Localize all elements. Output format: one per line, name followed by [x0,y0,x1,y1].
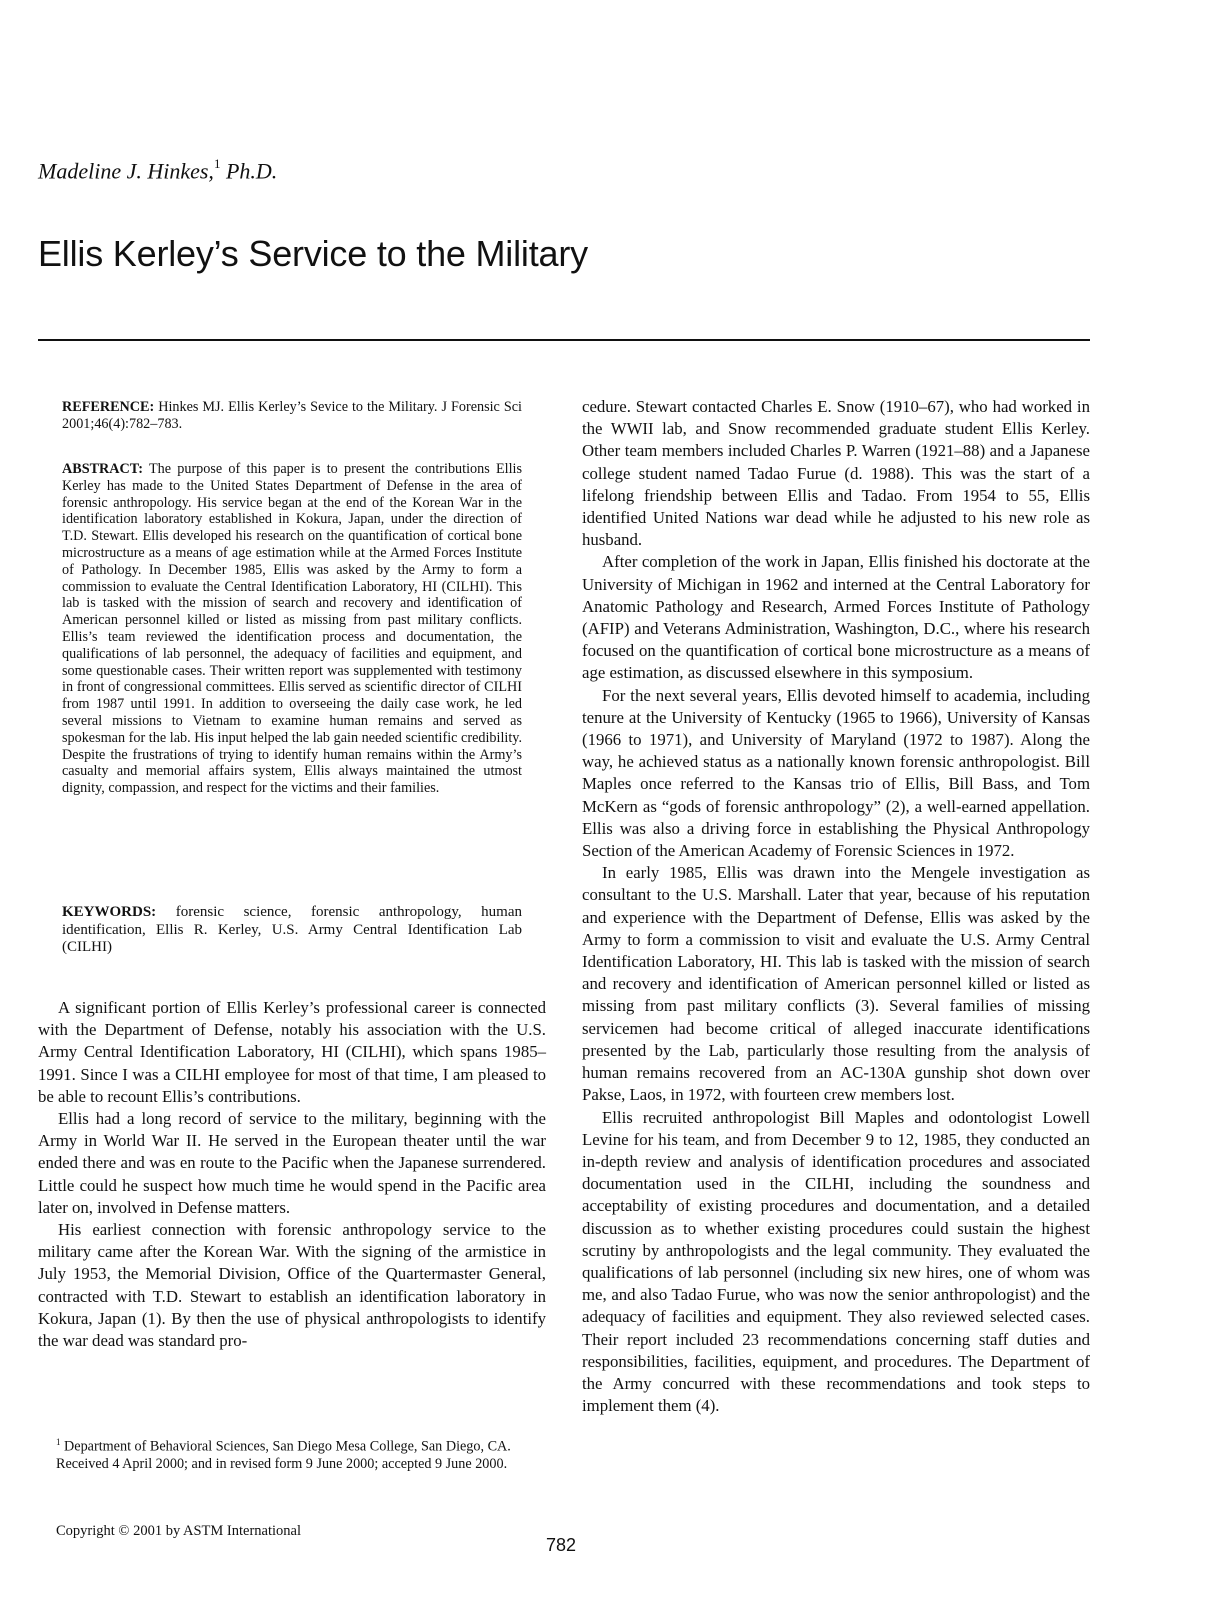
body-paragraph: Ellis recruited anthropologist Bill Maples and odontologist Lowell Levine for his team, and from December 9 to 12, 1985, they conducted an in-depth review and analysis of identification procedures and associated documentation used in the CILHI, including the soundness and acceptability of existing procedures and documentation, and a detailed discussion as to whether existing procedures could sustain the highest scrutiny by anthropologists and the legal community. They evaluated the qualifications of lab personnel (including six new hires, one of whom was me, and also Tadao Furue, who was now the senior anthropologist) and the adequacy of facilities and equipment. They also reviewed selected cases. Their report included 23 recommendations concerning staff duties and responsibilities, facilities, equipment, and procedures. The Department of the Army concurred with these recommendations and took steps to implement them (4). [582,1107,1090,1416]
abstract-text: The purpose of this paper is to present the contributions Ellis Kerley has made to the United States Department of Defense in the area of forensic anthropology. His service began at the end of the Korean War in the identification laboratory established in Kokura, Japan, under the direction of T.D. Stewart. Ellis developed his research on the quantification of cortical bone microstructure as a means of age estimation while at the Armed Forces Institute of Pathology. In December 1985, Ellis was asked by the Army to form a commission to evaluate the Central Identification Laboratory, HI (CILHI). This lab is tasked with the mission of search and recovery and identification of American personnel killed or listed as missing from past military conflicts. Ellis’s team reviewed the identification process and documentation, the qualifications of lab personnel, the adequacy of facilities and equipment, and some questionable cases. Their written report was supplemented with testimony in front of congressional committees. Ellis served as scientific director of CILHI from 1987 until 1991. In addition to overseeing the daily case work, he led several missions to Vietnam to examine human remains and served as spokesman for the lab. His input helped the lab gain needed scientific credibility. Despite the frustrations of trying to identify human remains within the Army’s casualty and memorial affairs system, Ellis always maintained the utmost dignity, compassion, and respect for the victims and their families. [62,461,522,797]
article-title: Ellis Kerley’s Service to the Military [38,233,588,274]
body-column-right [582,396,1090,1417]
author-line [38,158,277,184]
author-footnote-marker: 1 [213,156,221,171]
page-number: 782 [546,1535,577,1555]
affiliation-footnote-marker: 1 [56,1437,61,1447]
abstract-label: ABSTRACT: [62,461,143,477]
affiliation-text: Department of Behavioral Sciences, San Diego Mesa College, San Diego, CA. [60,1438,511,1455]
author-degree: Ph.D. [220,158,278,184]
body-paragraph: For the next several years, Ellis devoted himself to academia, including tenure at the University of Kentucky (1965 to 1966), University of Kansas (1966 to 1971), and University of Maryland (1972 to 1987). Along the way, he achieved status as a nationally known forensic anthropologist. Bill Maples once referred to the Kansas trio of Ellis, Bill Bass, and Tom McKern as “gods of forensic anthropology” (2), a well-earned appellation. Ellis was also a driving force in establishing the Physical Anthropology Section of the American Academy of Forensic Sciences in 1972. [582,685,1090,861]
body-paragraph: In early 1985, Ellis was drawn into the Mengele investigation as consultant to the U.S. Marshall. Later that year, because of his reputation and experience with the Department of Defense, Ellis was asked by the Army to form a commission to visit and evaluate the U.S. Army Central Identification Laboratory, HI. This lab is tasked with the mission of search and recovery and identification of American personnel killed or listed as missing from past military conflicts (3). Several families of missing servicemen had become critical of alleged inaccurate identifications presented by the Lab, particularly those resulting from the analysis of human remains recovered from an AC-130A gunship shot down over Pakse, Laos, in 1972, with fourteen crew members lost. [582,863,1090,1105]
body-paragraph: Ellis had a long record of service to the military, beginning with the Army in World War II. He served in the European theater until the war ended there and was en route to the Pacific when the Japanese surrendered. Little could he suspect how much time he would spend in the Pacific area later on, involved in Defense matters. [38,1109,546,1217]
reference-block [62,399,522,433]
keywords-block [62,904,522,957]
footnotes [38,1434,546,1474]
reference-label: REFERENCE: [62,399,155,415]
received-note: Received 4 April 2000; and in revised form 9 June 2000; accepted 9 June 2000. [56,1456,508,1473]
author-name: Madeline J. Hinkes, [38,158,214,184]
keywords-text: forensic science, forensic anthropology, human identification, Ellis R. Kerley, U.S. Army Central Identification Lab (CILHI) [62,904,522,955]
body-paragraph: His earliest connection with forensic anthropology service to the military came after the Korean War. With the signing of the armistice in July 1953, the Memorial Division, Office of the Quartermaster General, contracted with T.D. Stewart to establish an identification laboratory in Kokura, Japan (1). By then the use of physical anthropologists to identify the war dead was standard pro- [38,1220,546,1351]
body-paragraph: After completion of the work in Japan, Ellis finished his doctorate at the University of Michigan in 1962 and interned at the Central Laboratory for Anatomic Pathology and Research, Armed Forces Institute of Pathology (AFIP) and Veterans Administration, Washington, D.C., where his research focused on the quantification of cortical bone microstructure as a means of age estimation, as discussed elsewhere in this symposium. [582,552,1090,683]
reference-text: Hinkes MJ. Ellis Kerley’s Sevice to the Military. J Forensic Sci 2001;46(4):782–783. [62,399,522,432]
title-rule [38,339,1090,341]
affiliation-footnote [38,1434,546,1456]
body-column-left [38,997,546,1352]
body-paragraph: cedure. Stewart contacted Charles E. Snow (1910–67), who had worked in the WWII lab, and Snow recommended graduate student Ellis Kerley. Other team members included Charles P. Warren (1921–88) and a Japanese college student named Tadao Furue (d. 1988). This was the start of a lifelong friendship between Ellis and Tadao. From 1954 to 55, Ellis identified United Nations war dead while he adjusted to his new role as husband. [582,397,1090,550]
copyright-notice: Copyright © 2001 by ASTM International [56,1523,302,1539]
keywords-label: KEYWORDS: [62,904,157,920]
abstract-block [62,461,522,797]
body-paragraph: A significant portion of Ellis Kerley’s professional career is connected with the Department of Defense, notably his association with the U.S. Army Central Identification Laboratory, HI (CILHI), which spans 1985–1991. Since I was a CILHI employee for most of that time, I am pleased to be able to recount Ellis’s contributions. [38,998,546,1106]
